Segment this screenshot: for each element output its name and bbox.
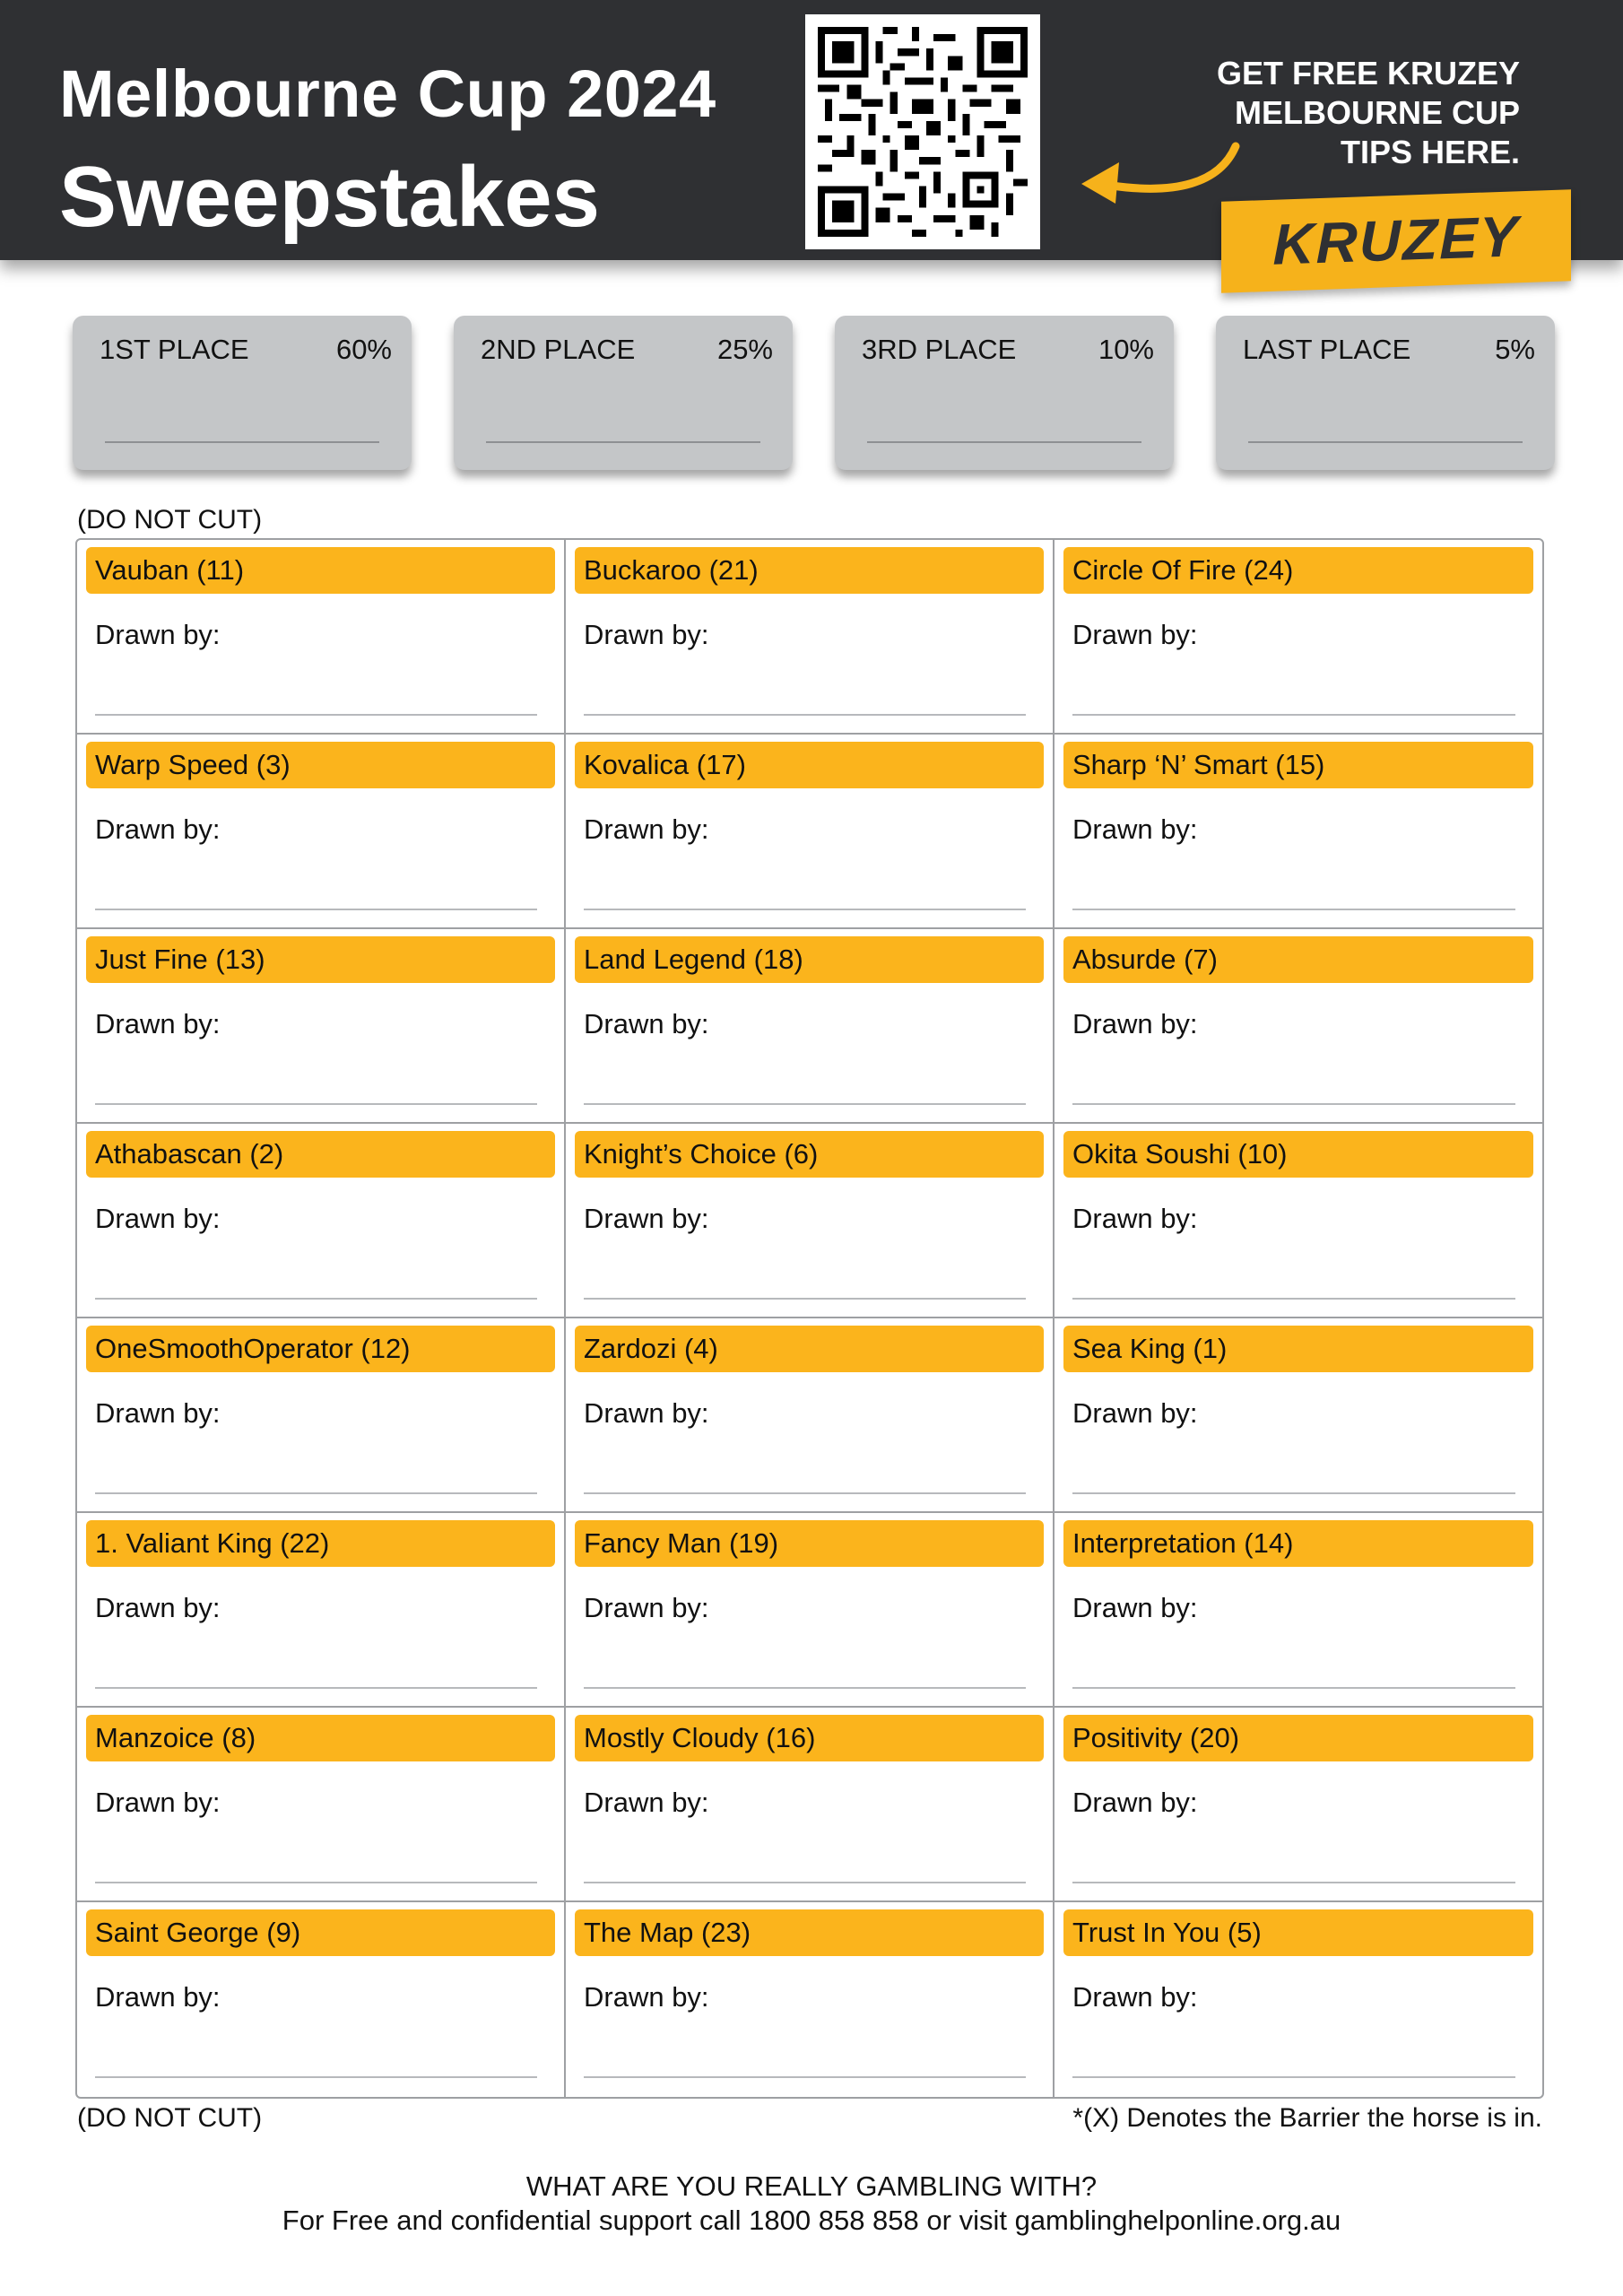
prize-box-2nd <box>454 316 793 470</box>
drawn-by-line[interactable] <box>1072 1882 1515 1883</box>
horse-cell <box>1055 735 1542 929</box>
drawn-by-label: Drawn by: <box>95 1592 221 1623</box>
drawn-by-line[interactable] <box>1072 1103 1515 1105</box>
horse-cell <box>1055 1513 1542 1708</box>
horse-cell <box>566 929 1055 1124</box>
drawn-by-line[interactable] <box>584 2076 1026 2078</box>
drawn-by-line[interactable] <box>584 1103 1026 1105</box>
horse-cell <box>1055 929 1542 1124</box>
drawn-by-label: Drawn by: <box>95 1008 221 1039</box>
prize-box-last <box>1216 316 1555 470</box>
drawn-by-line[interactable] <box>1072 1298 1515 1300</box>
prize-label: LAST PLACE <box>1243 334 1411 365</box>
horse-cell <box>566 1318 1055 1513</box>
prize-label: 3RD PLACE <box>862 334 1017 365</box>
drawn-by-line[interactable] <box>584 909 1026 910</box>
drawn-by-label: Drawn by: <box>584 1787 709 1818</box>
drawn-by-line[interactable] <box>584 714 1026 716</box>
drawn-by-label: Drawn by: <box>1072 1787 1198 1818</box>
promo-line-1: GET FREE KRUZEY <box>1216 55 1520 91</box>
title-line-1: Melbourne Cup 2024 <box>59 57 716 131</box>
horse-name-label: Sea King (1) <box>1063 1326 1533 1372</box>
drawn-by-label: Drawn by: <box>1072 619 1198 650</box>
horse-cell <box>1055 540 1542 735</box>
header-banner <box>0 0 1623 277</box>
horse-name-label: Fancy Man (19) <box>575 1520 1044 1567</box>
horse-name-label: Positivity (20) <box>1063 1715 1533 1761</box>
prize-label: 2ND PLACE <box>481 334 636 365</box>
horse-name-label: Sharp ‘N’ Smart (15) <box>1063 742 1533 788</box>
drawn-by-line[interactable] <box>95 1882 537 1883</box>
drawn-by-label: Drawn by: <box>584 1008 709 1039</box>
horse-cell <box>1055 1902 1542 2097</box>
horse-name-label: Absurde (7) <box>1063 936 1533 983</box>
horse-name-label: Circle Of Fire (24) <box>1063 547 1533 594</box>
horse-cell <box>566 540 1055 735</box>
drawn-by-label: Drawn by: <box>584 813 709 845</box>
prize-label: 1ST PLACE <box>100 334 249 365</box>
prize-name-line <box>105 441 379 443</box>
horse-cell <box>566 1902 1055 2097</box>
gambling-help-heading: WHAT ARE YOU REALLY GAMBLING WITH? <box>525 2170 1098 2202</box>
drawn-by-label: Drawn by: <box>95 1397 221 1429</box>
horse-cell <box>1055 1708 1542 1902</box>
horse-name-label: Knight’s Choice (6) <box>575 1131 1044 1178</box>
horse-grid <box>75 538 1544 2099</box>
drawn-by-label: Drawn by: <box>1072 1981 1198 2013</box>
horse-name-label: Athabascan (2) <box>86 1131 555 1178</box>
drawn-by-label: Drawn by: <box>584 1981 709 2013</box>
drawn-by-label: Drawn by: <box>95 1981 221 2013</box>
drawn-by-line[interactable] <box>1072 909 1515 910</box>
horse-name-label: Warp Speed (3) <box>86 742 555 788</box>
horse-name-label: Just Fine (13) <box>86 936 555 983</box>
title-line-2: Sweepstakes <box>59 149 601 245</box>
horse-name-label: Saint George (9) <box>86 1909 555 1956</box>
drawn-by-label: Drawn by: <box>584 1592 709 1623</box>
qr-code[interactable] <box>805 14 1040 249</box>
prize-name-line <box>1248 441 1523 443</box>
drawn-by-label: Drawn by: <box>584 1397 709 1429</box>
drawn-by-line[interactable] <box>584 1882 1026 1883</box>
drawn-by-label: Drawn by: <box>1072 1592 1198 1623</box>
horse-cell <box>77 1513 566 1708</box>
horse-cell <box>566 1513 1055 1708</box>
horse-cell <box>566 1124 1055 1318</box>
barrier-note: *(X) Denotes the Barrier the horse is in. <box>1072 2103 1542 2133</box>
horse-name-label: Okita Soushi (10) <box>1063 1131 1533 1178</box>
prize-box-3rd <box>835 316 1174 470</box>
horse-cell <box>77 1902 566 2097</box>
horse-cell <box>77 929 566 1124</box>
drawn-by-line[interactable] <box>95 909 537 910</box>
drawn-by-label: Drawn by: <box>95 813 221 845</box>
prize-name-line <box>867 441 1141 443</box>
curved-arrow-icon <box>1076 139 1255 211</box>
prize-percentage: 5% <box>1495 334 1535 365</box>
promo-line-2: MELBOURNE CUP <box>1234 94 1520 131</box>
drawn-by-label: Drawn by: <box>584 619 709 650</box>
drawn-by-label: Drawn by: <box>1072 1397 1198 1429</box>
drawn-by-line[interactable] <box>1072 1687 1515 1689</box>
drawn-by-line[interactable] <box>584 1687 1026 1689</box>
drawn-by-line[interactable] <box>1072 1492 1515 1494</box>
horse-cell <box>77 540 566 735</box>
drawn-by-label: Drawn by: <box>1072 1203 1198 1234</box>
drawn-by-line[interactable] <box>95 2076 537 2078</box>
drawn-by-line[interactable] <box>1072 2076 1515 2078</box>
drawn-by-line[interactable] <box>95 714 537 716</box>
prize-percentage: 25% <box>716 334 773 365</box>
qr-code-icon <box>818 27 1028 237</box>
horse-name-label: Land Legend (18) <box>575 936 1044 983</box>
horse-cell <box>566 735 1055 929</box>
prize-percentage: 60% <box>335 334 392 365</box>
drawn-by-label: Drawn by: <box>584 1203 709 1234</box>
drawn-by-line[interactable] <box>95 1687 537 1689</box>
horse-cell <box>77 1318 566 1513</box>
prize-name-line <box>486 441 760 443</box>
horse-name-label: Buckaroo (21) <box>575 547 1044 594</box>
drawn-by-line[interactable] <box>1072 714 1515 716</box>
horse-name-label: Interpretation (14) <box>1063 1520 1533 1567</box>
brand-name: KRUZEY <box>1272 204 1520 277</box>
do-not-cut-top: (DO NOT CUT) <box>77 505 263 535</box>
do-not-cut-bottom: (DO NOT CUT) <box>77 2103 263 2133</box>
horse-name-label: Kovalica (17) <box>575 742 1044 788</box>
drawn-by-label: Drawn by: <box>1072 813 1198 845</box>
drawn-by-label: Drawn by: <box>95 619 221 650</box>
kruzey-logo[interactable] <box>1221 189 1571 293</box>
horse-cell <box>1055 1124 1542 1318</box>
drawn-by-label: Drawn by: <box>95 1787 221 1818</box>
horse-cell <box>566 1708 1055 1902</box>
horse-name-label: Zardozi (4) <box>575 1326 1044 1372</box>
horse-name-label: Trust In You (5) <box>1063 1909 1533 1956</box>
horse-name-label: Vauban (11) <box>86 547 555 594</box>
horse-name-label: Mostly Cloudy (16) <box>575 1715 1044 1761</box>
drawn-by-label: Drawn by: <box>1072 1008 1198 1039</box>
drawn-by-line[interactable] <box>95 1492 537 1494</box>
horse-name-label: OneSmoothOperator (12) <box>86 1326 555 1372</box>
horse-name-label: Manzoice (8) <box>86 1715 555 1761</box>
horse-name-label: The Map (23) <box>575 1909 1044 1956</box>
horse-cell <box>77 1708 566 1902</box>
horse-name-label: 1. Valiant King (22) <box>86 1520 555 1567</box>
prize-percentage: 10% <box>1098 334 1154 365</box>
drawn-by-line[interactable] <box>95 1298 537 1300</box>
drawn-by-line[interactable] <box>584 1298 1026 1300</box>
drawn-by-line[interactable] <box>584 1492 1026 1494</box>
horse-cell <box>77 1124 566 1318</box>
drawn-by-line[interactable] <box>95 1103 537 1105</box>
gambling-help-support: For Free and confidential support call 1800 858 858 or visit gamblinghelponline.org.au <box>282 2205 1341 2236</box>
prize-box-1st <box>73 316 412 470</box>
horse-cell <box>77 735 566 929</box>
promo-line-3: TIPS HERE. <box>1340 134 1520 170</box>
drawn-by-label: Drawn by: <box>95 1203 221 1234</box>
horse-cell <box>1055 1318 1542 1513</box>
